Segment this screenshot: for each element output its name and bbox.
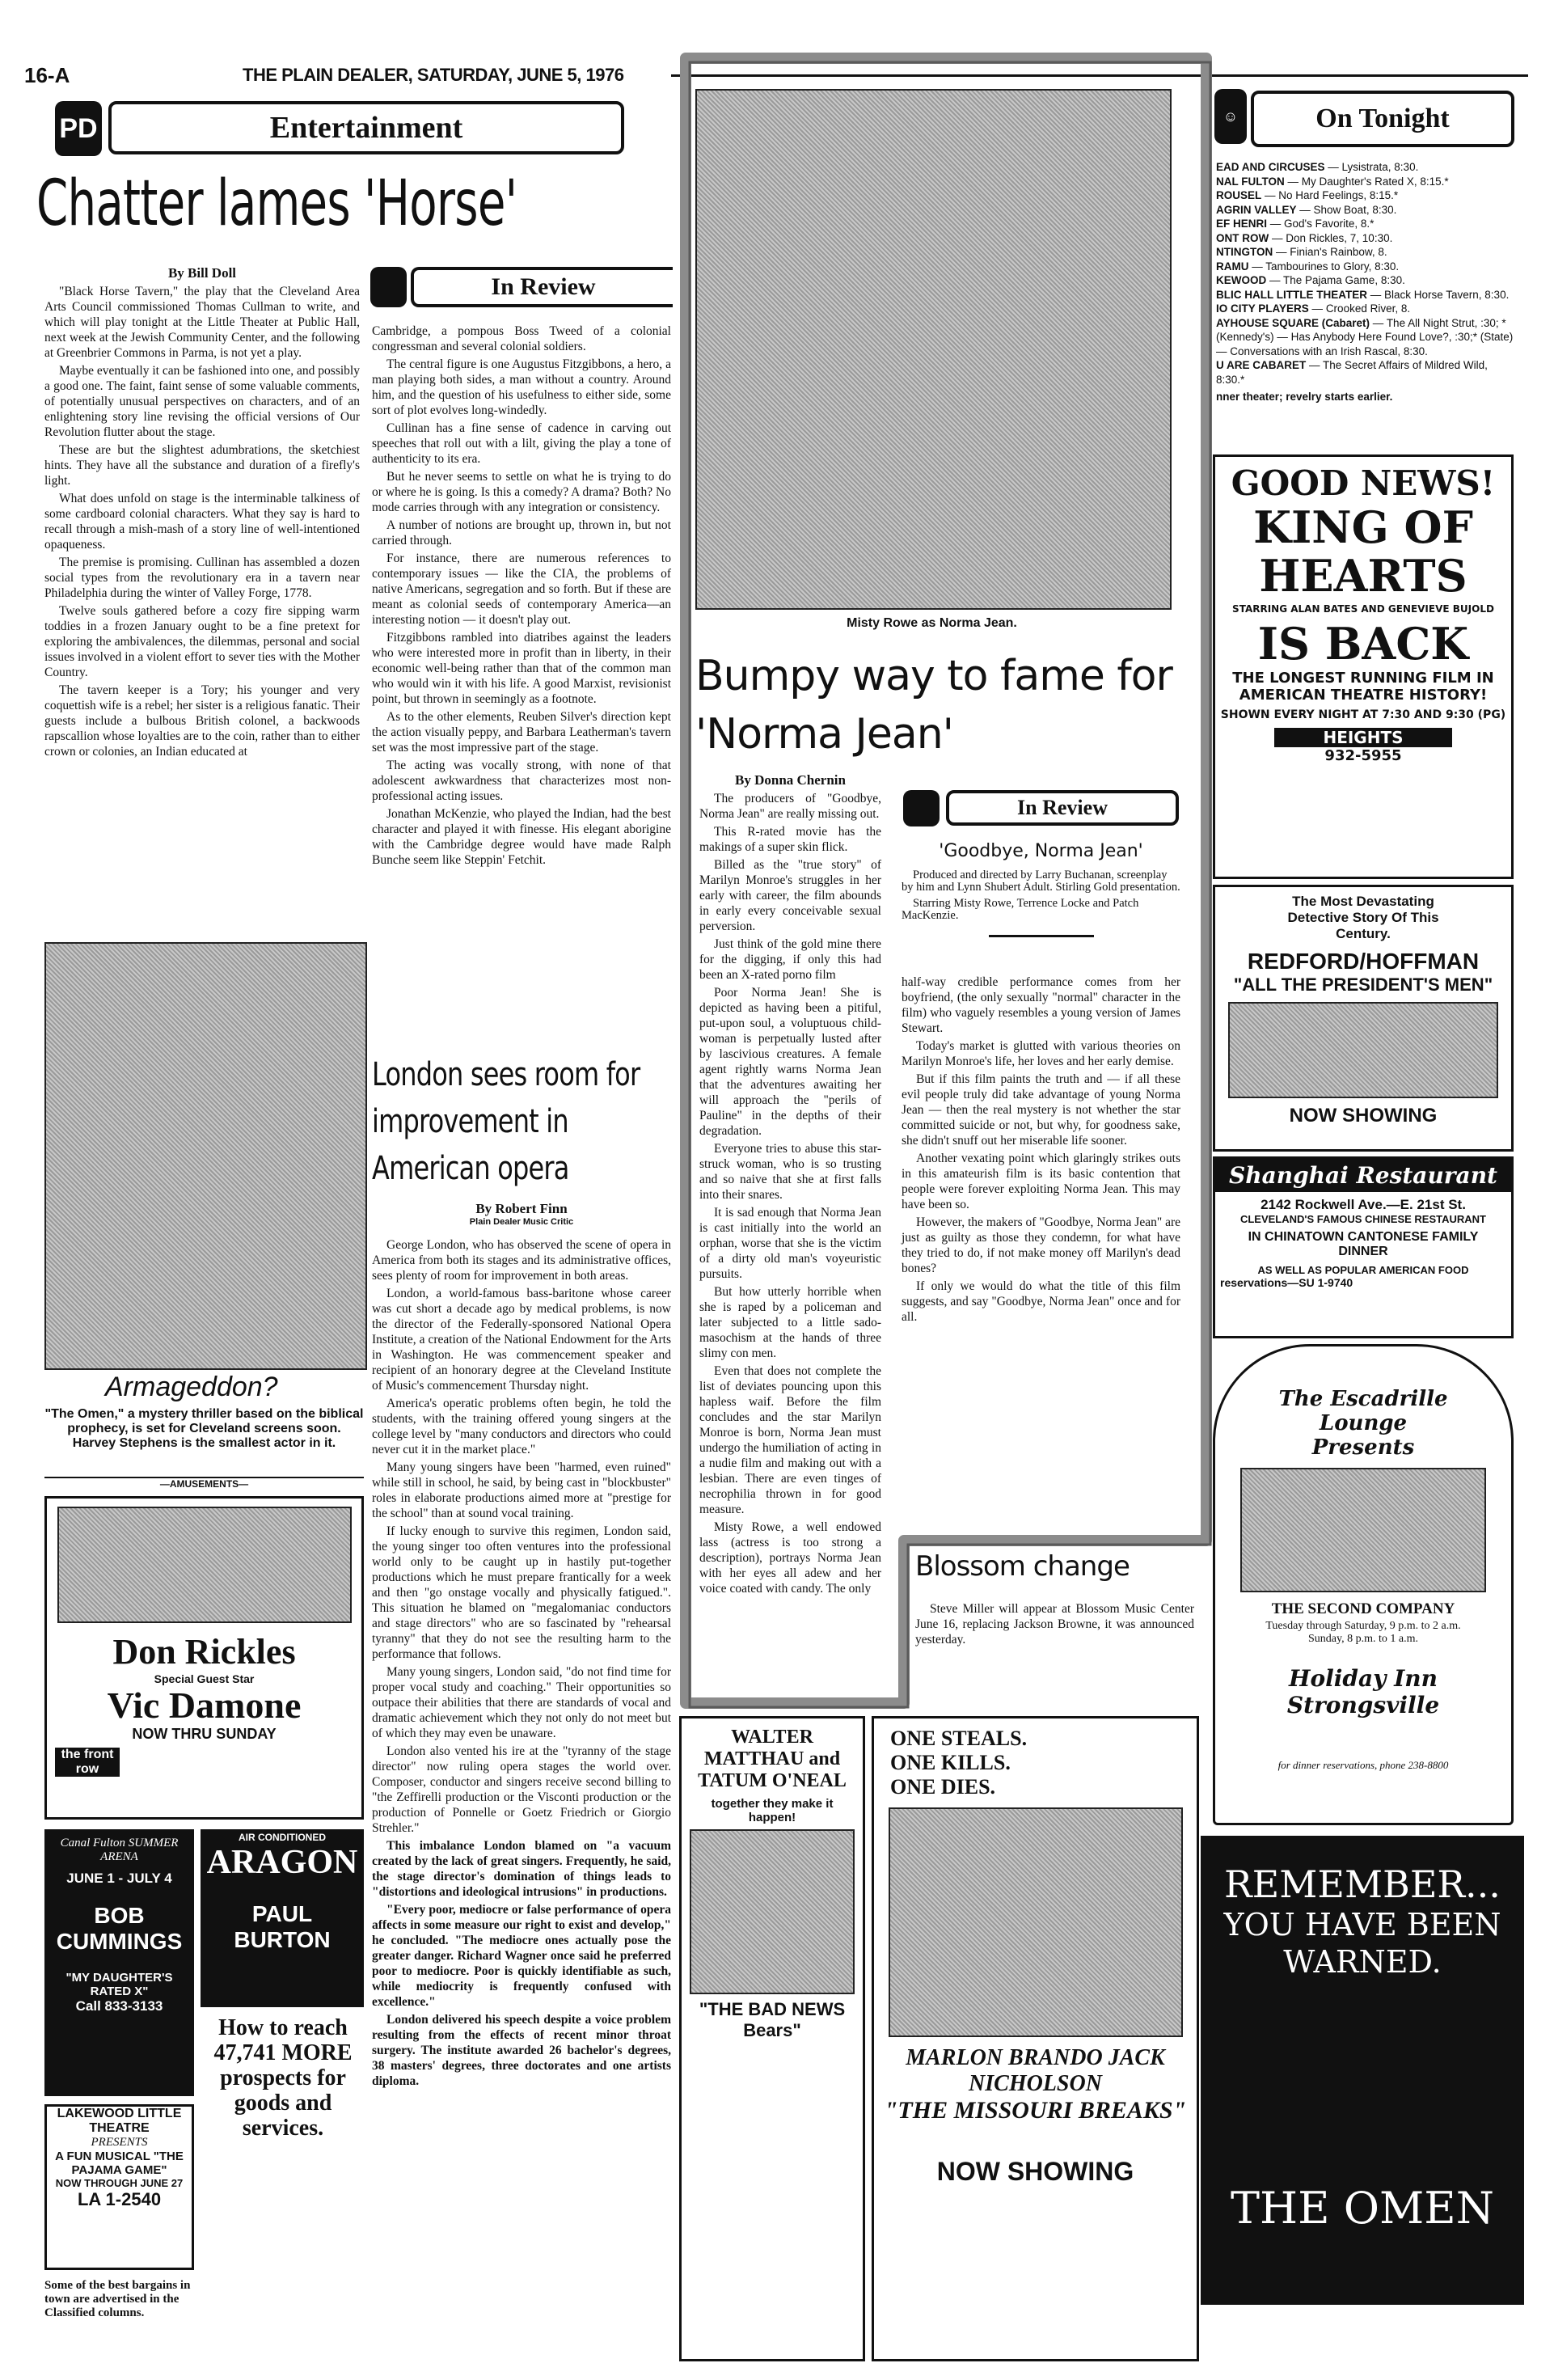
paragraph: Everyone tries to abuse this star-struck woman, who is so trusting and so naive that she at first falls into their snares. xyxy=(699,1142,881,1202)
paragraph: Cullinan has a fine sense of cadence in carving out speeches that roll out with a lilt, giving the play a tone of authenticity to its era. xyxy=(372,421,671,466)
escadrille-lounge-ad: The Escadrille Lounge Presents THE SECOND COMPANY Tuesday through Saturday, 9 p.m. to 2 a.m. Sunday, 8 p.m. to 1 a.m. Holiday Inn Strongsville for dinner reservations, phone 238-8800 xyxy=(1213,1344,1514,1825)
paragraph: London, a world-famous bass-baritone whose career was cut short a decade ago by medical problems, is now the director of the Federally-sponsored National Opera Institute, a creation of the National Endowment for the Arts in Washington. He was commencement speaker and recipient of an honorary degree at the Cleveland Institute of Music's commencement Thursday night. xyxy=(372,1287,671,1393)
paragraph: Another vexating point which glaringly strikes outs in this amateurish film is its basic contention that people were forever exploiting Norma Jean. This may have been so. xyxy=(902,1152,1180,1211)
featured-headline: Bumpy way to fame for 'Norma Jean' xyxy=(695,652,1172,759)
paragraph: If lucky enough to survive this regimen, London said, the young singer too often ventures into the professional world only to be caught up in hastily put-together productions which he must prepare frantically for a week and then "go onstage vocally and physically fatigued.". This situation he blamed on "megalomaniac conductors and stage directors" who are so fascinated by "rehearsal tyranny" that they do not see the resulting harm to the performance that follows. xyxy=(372,1524,671,1661)
listing-footnote: nner theater; revelry starts earlier. xyxy=(1216,391,1393,403)
paragraph: London delivered his speech despite a voice problem resulting from the effects of recent minor throat surgery. The institute awarded 26 bachelor's degrees, 38 masters' degrees, three doctorates and one artists diploma. xyxy=(372,2013,671,2088)
byline: By Bill Doll xyxy=(167,265,237,281)
story-headline: Chatter lames 'Horse' xyxy=(36,167,517,240)
amusements-label: —AMUSEMENTS— xyxy=(44,1477,364,1490)
paragraph: Billed as the "true story" of Marilyn Monroe's struggles in her early with career, the film abounds in early every conceivable sexual perversion. xyxy=(699,858,881,933)
paragraph: But if this film paints the truth and — if all these evil people truly did take advantage of young Norma Jean — then the real mystery is not whether the star committed suicide or not, but why, for goodness sake, she didn't snuff out her miserable life sooner. xyxy=(902,1072,1180,1148)
pd-logo-icon: PD xyxy=(55,101,102,156)
blossom-headline: Blossom change xyxy=(915,1550,1130,1583)
paragraph: The producers of "Goodbye, Norma Jean" are really missing out. xyxy=(699,792,881,821)
presidents-men-ad: The Most Devastating Detective Story Of This Century. REDFORD/HOFFMAN "ALL THE PRESIDENT'S MEN" NOW SHOWING xyxy=(1213,885,1514,1152)
byline-role: Plain Dealer Music Critic xyxy=(469,1217,574,1227)
listing-item: BLIC HALL LITTLE THEATER — Black Horse Tavern, 8:30. xyxy=(1216,288,1510,301)
shanghai-restaurant-ad: Shanghai Restaurant 2142 Rockwell Ave.—E. 21st St. CLEVELAND'S FAMOUS CHINESE RESTAURANT IN CHINATOWN CANTONESE FAMILY DINNER AS WELL AS POPULAR AMERICAN FOOD reservations—SU 1-9740 xyxy=(1213,1156,1514,1338)
listing-item: NAL FULTON — My Daughter's Rated X, 8:15.* xyxy=(1216,175,1449,188)
section-banner: Entertainment xyxy=(108,101,624,154)
don-rickles-ad: Don Rickles Special Guest Star Vic Damone NOW THRU SUNDAY the front row xyxy=(44,1496,364,1820)
paragraph: America's operatic problems often begin, he told the students, with the training offered young singers at the college level by "many conductors and directors who could never cut it in the market place." xyxy=(372,1397,671,1456)
blossom-body xyxy=(915,1601,1194,1650)
paragraph: But he never seems to settle on what he is trying to do or where he is going. Is this a comedy? A drama? Both? No mode carries through with any integration or consistency. xyxy=(372,470,671,514)
film-starring: Starring Misty Rowe, Terrence Locke and Patch MacKenzie. xyxy=(902,897,1139,922)
paragraph: Misty Rowe, a well endowed lass (actress is too strong a description), portrays Norma Jean with her eyes all adew and her voice coated with candy. The only xyxy=(699,1520,881,1596)
paragraph: Maybe eventually it can be fashioned into one, and possibly a good one. The faint, faint sense of some valuable comments, of potentially unusual perspectives on characters, and of an enlightening story line revising the official versions of Our Revolution flutter about the stage. xyxy=(44,364,360,439)
the-omen-ad: REMEMBER... YOU HAVE BEEN WARNED. THE OMEN xyxy=(1201,1836,1524,2305)
paragraph: The premise is promising. Cullinan has assembled a dozen social types from the revolutionary era in a tavern near Philadelphia during the winter of Valley Forge, 1778. xyxy=(44,556,360,600)
paragraph: It is sad enough that Norma Jean is cast initially into the world an orphan, worse that she is the victim of a dirty old man's voyeuristic pursuits. xyxy=(699,1206,881,1281)
photo-caption: Misty Rowe as Norma Jean. xyxy=(847,616,1017,630)
paragraph: Poor Norma Jean! She is depicted as having been a pitiful, put-upon soul, a voluptuous child-woman is perpetually lusted after by lascivious creatures. A female agent rightly warns Norma Jean that the adventures awaiting her will approach the "perils of Pauline" in the depths of their degradation. xyxy=(699,986,881,1138)
lakewood-theatre-ad: LAKEWOOD LITTLE THEATRE PRESENTS A FUN MUSICAL "THE PAJAMA GAME" NOW THROUGH JUNE 27 LA 1-2540 xyxy=(44,2104,194,2270)
review-body xyxy=(372,323,671,870)
listing-item: U ARE CABARET — The Secret Affairs of Mildred Wild, 8:30.* xyxy=(1216,359,1488,386)
listing-item: AGRIN VALLEY — Show Boat, 8:30. xyxy=(1216,203,1397,216)
featured-col-2 xyxy=(902,974,1180,1327)
paragraph: Even that does not complete the list of deviates pouncing upon this hapless waif. Before the film concludes and the star Marilyn Monroe is born, Norma Jean must undergo the humiliation of acting in a nudie film and making out with a lesbian. There are even tinges of necrophilia thrown in for good measure. xyxy=(699,1364,881,1516)
divider xyxy=(989,935,1094,937)
photo-caption-title: Armageddon? xyxy=(105,1372,278,1402)
listing-item: EAD AND CIRCUSES — Lysistrata, 8:30. xyxy=(1216,161,1419,173)
on-tonight-listings xyxy=(1216,160,1515,404)
band-photo xyxy=(1240,1468,1486,1592)
paragraph: But how utterly horrible when she is raped by a policeman and later subjected to a little sado-masochism at the hands of three slimy con men. xyxy=(699,1285,881,1360)
paragraph: For instance, there are numerous references to contemporary issues — like the CIA, the problems of native Americans, segregation and so forth. But if these are meant as colonial seeds of contemporary America—an interesting notion — it doesn't play out. xyxy=(372,552,671,627)
omen-photo xyxy=(44,942,367,1370)
paragraph: "Every poor, mediocre or false performance of opera affects in some measure our right to exist and develop," he concluded. "The mediocre ones actually pose the greater danger. Richard Wagner once said he preferred poor to mediocre. Poor is quickly identifiable as such, while mediocrity is frequently confused with excellence." xyxy=(372,1903,671,2009)
canal-fulton-ad: Canal Fulton SUMMER ARENA JUNE 1 - JULY 4 BOB CUMMINGS "MY DAUGHTER'S RATED X" Call 833-3133 xyxy=(44,1829,194,2096)
paragraph: half-way credible performance comes from her boyfriend, (the only sexually "normal" character in the film) who vaguely resembles a young version of James Stewart. xyxy=(902,975,1180,1035)
listing-item: EF HENRI — God's Favorite, 8.* xyxy=(1216,218,1375,230)
london-body xyxy=(372,1237,671,2091)
listing-item: AYHOUSE SQUARE (Cabaret) — The All Night Strut, :30; * (Kennedy's) — Has Anybody Here Found Love?, :30;* (State) — Conversations with an Irish Rascal, 8:30. xyxy=(1216,316,1514,357)
paragraph: Just think of the gold mine there for the digging, if only this had been an X-rated porno film xyxy=(699,937,881,982)
paragraph: Jonathan McKenzie, who played the Indian, had the best character and played it with finesse. His elegant aborigine with the Cambridge degree would have made Ralph Bunche seem like Steppin' Fetchit. xyxy=(372,807,671,867)
listing-item: IO CITY PLAYERS — Crooked River, 8. xyxy=(1216,302,1411,315)
paragraph: However, the makers of "Goodbye, Norma Jean" are just as guilty as those they condemn, for what have they tried to do, if not make money off Marilyn's dead bones? xyxy=(902,1215,1180,1275)
movie-art xyxy=(889,1807,1183,2037)
paragraph: The central figure is one Augustus Fitzgibbons, a hero, a man playing both sides, a man without a country. Around him, and the question of his usefulness to either side, some sort of plot evolves long-windedly. xyxy=(372,357,671,417)
aragon-ballroom-ad: AIR CONDITIONED ARAGON PAUL BURTON xyxy=(201,1829,364,2007)
listing-item: ONT ROW — Don Rickles, 7, 10:30. xyxy=(1216,231,1393,244)
pd-logo-icon xyxy=(903,790,940,826)
paragraph: "Black Horse Tavern," the play that the Cleveland Area Arts Council commissioned Thomas Cullman to write, and which will play tonight at the Little Theater at Public Hall, next week at the Jewish Community Center, and the following at Greenbrier Commons in Parma, is not yet a play. xyxy=(44,285,360,360)
paragraph: Fitzgibbons rambled into diatribes against the leaders who were interested more in profit than in liberty, in their economic well-being rather than that of the common man who would win it with his life. A good Marxist, revisionist point, but thrown in seemingly as a footnote. xyxy=(372,631,671,706)
paragraph: George London, who has observed the scene of opera in America from both its stages and its administrative offices, sees plenty of room for improvement in both areas. xyxy=(372,1238,671,1283)
classified-note: Some of the best bargains in town are advertised in the Classified columns. xyxy=(44,2279,191,2319)
paragraph: These are but the slightest adumbrations, the sketchiest hints. They have all the substance and duration of a firefly's light. xyxy=(44,443,360,488)
byline: By Robert Finn xyxy=(475,1201,568,1216)
newspaper-dateline: THE PLAIN DEALER, SATURDAY, JUNE 5, 1976 xyxy=(243,65,624,85)
london-byline-block xyxy=(372,1201,671,1227)
king-of-hearts-ad: GOOD NEWS! KING OF HEARTS STARRING ALAN BATES AND GENEVIEVE BUJOLD IS BACK THE LONGEST RUNNING FILM IN AMERICAN THEATRE HISTORY! SHOWN EVERY NIGHT AT 7:30 AND 9:30 (PG) HEIGHTS 932-5955 xyxy=(1213,454,1514,879)
page-number: 16-A xyxy=(24,63,70,87)
paragraph: As to the other elements, Reuben Silver's direction kept the action visually peppy, and Barbara Leatherman's tavern set was the most impressive part of the stage. xyxy=(372,710,671,755)
paragraph: Today's market is glutted with various theories on Marilyn Monroe's life, her loves and her early demise. xyxy=(902,1039,1180,1068)
film-info xyxy=(902,841,1180,937)
featured-col-1 xyxy=(699,772,881,1599)
paragraph: London also vented his ire at the "tyranny of the stage director" now ruling opera stages the world over. Composer, conductor and singers receive second billing to "the Zeffirelli production or the Visconti production or the production of Ponnelle or Goetz Friedrich or Giorgio Strehler." xyxy=(372,1744,671,1835)
misty-rowe-photo xyxy=(695,89,1172,610)
paragraph: Many young singers have been "harmed, even ruined" while still in school, he said, by being cast in "blockbuster" roles in elaborate productions aimed more at "prestige for the school" than at sound vocal training. xyxy=(372,1461,671,1520)
paragraph: A number of notions are brought up, thrown in, but not carried through. xyxy=(372,518,671,547)
paragraph: Steve Miller will appear at Blossom Music Center June 16, replacing Jackson Browne, it was announced yesterday. xyxy=(915,1602,1194,1647)
film-title: 'Goodbye, Norma Jean' xyxy=(939,841,1143,861)
paragraph: This imbalance London blamed on "a vacuum created by the lack of great singers. Frequently, he said, the stage director's domination of things leads to "distortions and ideological intrusions" in productions. xyxy=(372,1839,671,1899)
paragraph: Cambridge, a pompous Boss Tweed of a colonial congressman and several colonial soldiers. xyxy=(372,324,671,353)
story-body xyxy=(44,265,360,762)
photo-caption: "The Omen," a mystery thriller based on the biblical prophecy, is set for Cleveland screens soon. Harvey Stephens is the smallest actor in it. xyxy=(44,1407,364,1450)
movie-art xyxy=(690,1829,855,1994)
paragraph: The tavern keeper is a Tory; his younger and very coquettish wife is a rebel; her sister is a religious fanatic. Their guests include a bulbous British colonel, a backwoods rapscallion whose loyalties are to the coin, rather than to either crown or colonies, an Indian educated at xyxy=(44,683,360,759)
pd-logo-icon xyxy=(370,267,407,307)
paragraph: Twelve souls gathered before a cozy fire sipping warm toddies in a frozen January ought to be a fine pretext for exploring the ambivalences, the dilemmas, personal and social issues involved in a violent effort to sever ties with the Mother Country. xyxy=(44,604,360,679)
listing-item: RAMU — Tambourines to Glory, 8:30. xyxy=(1216,260,1400,273)
paragraph: What does unfold on stage is the interminable talkiness of some cardboard colonial characters. What they say is hard to recall through a mish-mash of a story line of well-intentioned opaqueness. xyxy=(44,492,360,552)
film-credits: Produced and directed by Larry Buchanan, screenplay by him and Lynn Shubert Adult. Stirling Gold presentation. xyxy=(902,869,1180,894)
classified-promo: How to reach 47,741 MORE prospects for goods and services. xyxy=(213,2015,353,2141)
missouri-breaks-ad: ONE STEALS. ONE KILLS. ONE DIES. MARLON BRANDO JACK NICHOLSON "THE MISSOURI BREAKS" NOW SHOWING xyxy=(872,1716,1199,2361)
paragraph: Many young singers, London said, "do not find time for proper vocal study and coaching." Their opportunities so outpace their abilities that there are standards of vocal and dramatic achievement which they not only do not meet but of which they may even be unaware. xyxy=(372,1665,671,1740)
paragraph: If only we would do what the title of this film suggests, and say "Goodbye, Norma Jean" once and for all. xyxy=(902,1279,1180,1324)
on-tonight-banner: On Tonight xyxy=(1251,91,1514,147)
paragraph: This R-rated movie has the makings of a super skin flick. xyxy=(699,825,881,854)
theater-mask-icon: ☺ xyxy=(1214,89,1247,144)
performer-photo xyxy=(57,1507,352,1623)
in-review-banner: In Review xyxy=(411,267,673,307)
london-headline: London sees room for improvement in American opera xyxy=(372,1056,640,1187)
bad-news-bears-ad: WALTER MATTHAU and TATUM O'NEAL together they make it happen! "THE BAD NEWS Bears" xyxy=(679,1716,865,2361)
listing-item: NTINGTON — Finian's Rainbow, 8. xyxy=(1216,246,1387,258)
masthead-rule xyxy=(671,74,1528,77)
byline: By Donna Chernin xyxy=(735,772,846,788)
listing-item: ROUSEL — No Hard Feelings, 8:15.* xyxy=(1216,189,1399,201)
paragraph: The acting was vocally strong, with none of that adolescent awkwardness that characterizes most non-professional acting issues. xyxy=(372,759,671,803)
listing-item: KEWOOD — The Pajama Game, 8:30. xyxy=(1216,274,1405,286)
in-review-banner: In Review xyxy=(946,790,1179,826)
movie-still xyxy=(1228,1002,1498,1098)
